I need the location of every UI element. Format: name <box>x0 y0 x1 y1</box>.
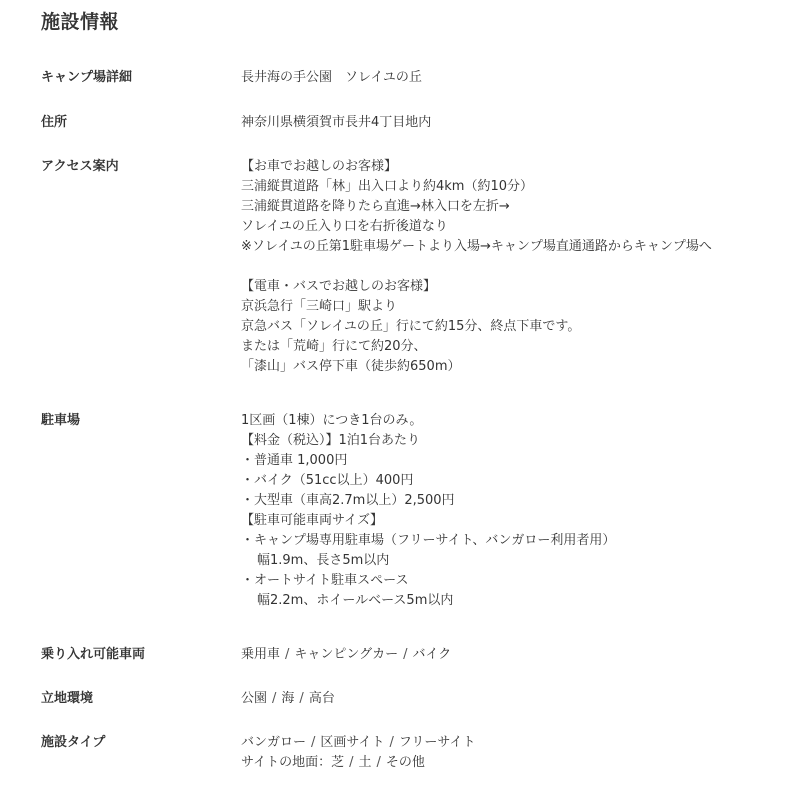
separator: / <box>403 647 408 662</box>
separator: / <box>299 691 304 706</box>
parking-line: 【駐車可能車両サイズ】 <box>241 513 383 528</box>
access-car-line: 三浦縦貫道路を降りたら直進→林入口を左折→ <box>241 199 510 214</box>
vehicle-item: 乗用車 <box>241 647 281 662</box>
vehicle-item: バイク <box>412 647 452 662</box>
location-list <box>241 689 781 709</box>
vehicles-value <box>241 645 781 665</box>
facility-type-value <box>241 733 781 773</box>
access-car-line: ソレイユの丘入り口を右折後道なり <box>241 219 448 234</box>
page-title: 施設情報 <box>41 11 120 33</box>
vehicle-item: キャンピングカー <box>294 647 399 662</box>
location-value <box>241 689 781 709</box>
campsite-value <box>241 68 781 88</box>
ground-item: その他 <box>385 755 425 770</box>
access-train-line: または「荒崎」行にて約20分、 <box>241 339 427 354</box>
location-item: 海 <box>281 691 295 706</box>
access-train-line: 京急バス「ソレイユの丘」行にて約15分、終点下車です。 <box>241 319 581 334</box>
address-label: 住所 <box>41 115 68 130</box>
parking-line: 【料金（税込）】1泊1台あたり <box>241 433 421 448</box>
access-train-line: 「漆山」バス停下車（徒歩約650m） <box>241 359 461 374</box>
vehicles-list <box>241 645 781 665</box>
campsite-name: 長井海の手公園 ソレイユの丘 <box>241 70 422 85</box>
facility-type-item: バンガロー <box>241 735 307 750</box>
access-label: アクセス案内 <box>41 159 119 174</box>
ground-item: 芝 <box>331 755 345 770</box>
facility-type-item: 区画サイト <box>320 735 385 750</box>
ground-list <box>241 753 781 773</box>
separator: / <box>272 691 277 706</box>
separator: / <box>376 755 381 770</box>
access-car-line: ※ソレイユの丘第1駐車場ゲートより入場→キャンプ場直通通路からキャンプ場へ <box>241 239 712 254</box>
ground-item: 土 <box>358 755 372 770</box>
parking-value <box>241 411 781 611</box>
facility-type-list <box>241 733 781 753</box>
vehicles-label: 乗り入れ可能車両 <box>41 647 146 662</box>
parking-line: ・キャンプ場専用駐車場（フリーサイト、バンガロー利用者用） <box>241 533 616 548</box>
access-train-line: 京浜急行「三崎口」駅より <box>241 299 398 314</box>
separator: / <box>285 647 290 662</box>
access-train-heading: 【電車・バスでお越しのお客様】 <box>241 279 437 294</box>
access-value <box>241 157 781 377</box>
parking-line: ・大型車（車高2.7m以上）2,500円 <box>241 493 455 508</box>
parking-line: 1区画（1棟）につき1台のみ。 <box>241 413 423 428</box>
parking-line: ・普通車 1,000円 <box>241 453 348 468</box>
access-car-line: 三浦縦貫道路「林」出入口より約4km（約10分） <box>241 179 534 194</box>
location-item: 公園 <box>241 691 268 706</box>
separator: / <box>311 735 316 750</box>
parking-size-dedicated: 幅1.9m、長さ5m以内 <box>257 553 390 568</box>
address-text: 神奈川県横須賀市長井4丁目地内 <box>241 115 432 130</box>
parking-size-autosite: 幅2.2m、ホイールベース5m以内 <box>257 593 454 608</box>
separator: / <box>389 735 394 750</box>
spacer <box>241 257 781 277</box>
access-car-heading: 【お車でお越しのお客様】 <box>241 159 398 174</box>
location-label: 立地環境 <box>41 691 94 706</box>
parking-line: ・バイク（51cc以上）400円 <box>241 473 414 488</box>
location-item: 高台 <box>308 691 335 706</box>
address-value <box>241 113 781 133</box>
parking-label: 駐車場 <box>41 413 81 428</box>
ground-prefix: サイトの地面： <box>241 755 332 770</box>
facility-type-label: 施設タイプ <box>41 735 106 750</box>
separator: / <box>349 755 354 770</box>
facility-type-item: フリーサイト <box>398 735 476 750</box>
campsite-label: キャンプ場詳細 <box>41 70 133 85</box>
parking-autosite-heading: ・オートサイト駐車スペース <box>241 573 409 588</box>
